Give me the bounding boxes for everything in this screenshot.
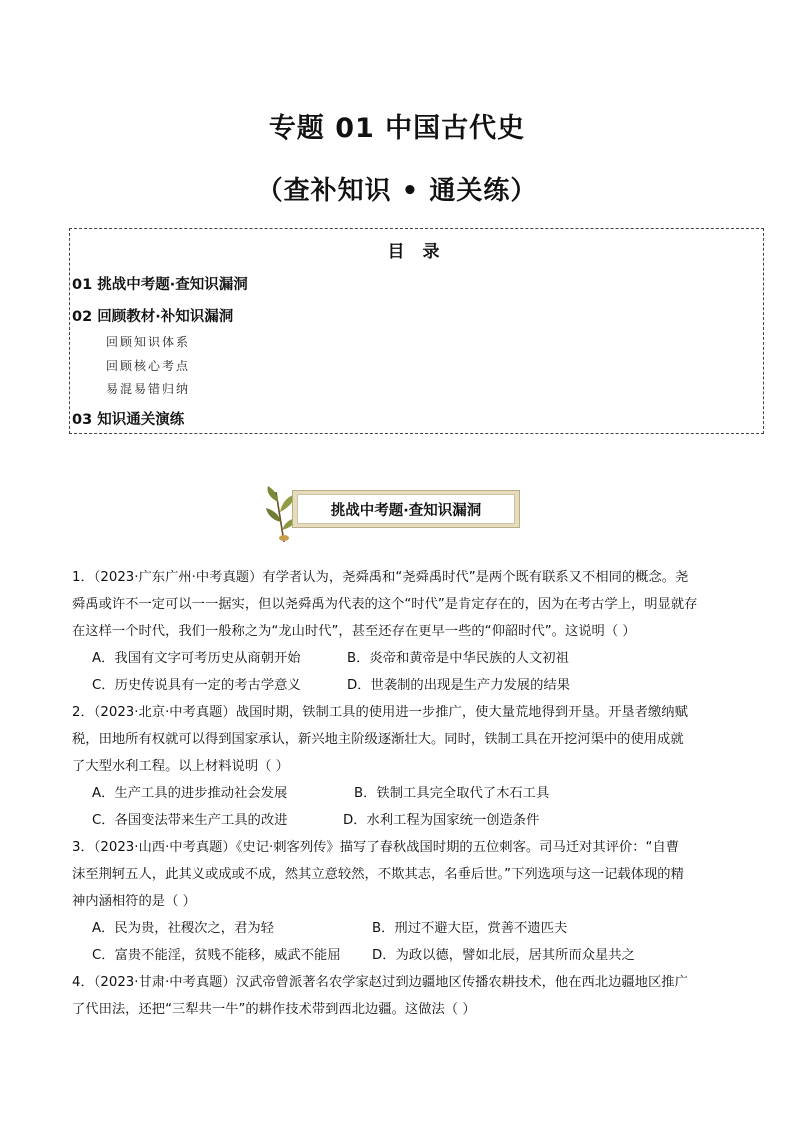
option-c[interactable]: C．历史传说具有一定的考古学意义 <box>92 678 301 693</box>
page-title: 专题 01 中国古代史 <box>268 113 526 144</box>
option-d[interactable]: D．为政以德，譬如北辰，居其所而众星共之 <box>372 948 635 963</box>
page-subtitle: （查补知识 • 通关练） <box>256 176 538 206</box>
question-text-line: 了代田法，还把“三犁共一牛”的耕作技术带到西北边疆。这做法（ ） <box>72 1002 476 1017</box>
question-text-line: 神内涵相符的是（ ） <box>72 894 196 909</box>
option-c[interactable]: C．各国变法带来生产工具的改进 <box>92 813 288 828</box>
question-text-line: 4．（2023·甘肃·中考真题）汉武帝曾派著名农学家赵过到边疆地区传播农耕技术，他在西北边疆地区推广 <box>72 975 688 990</box>
toc-item-02[interactable]: 02 回顾教材·补知识漏洞 <box>72 309 234 325</box>
option-a[interactable]: A．民为贵，社稷次之，君为轻 <box>92 921 274 936</box>
question-text-line: 税，田地所有权就可以得到国家承认，新兴地主阶级逐渐壮大。同时，铁制工具在开挖河渠中的使用成就 <box>72 732 684 747</box>
question-text-line: 3．（2023·山西·中考真题）《史记·刺客列传》描写了春秋战国时期的五位刺客。司马迁对其评价：“自曹 <box>72 840 680 855</box>
section-banner-label: 挑战中考题·查知识漏洞 <box>330 502 482 519</box>
option-d[interactable]: D．世袭制的出现是生产力发展的结果 <box>347 678 570 693</box>
option-b[interactable]: B．炎帝和黄帝是中华民族的人文初祖 <box>347 651 569 666</box>
toc-subitem-knowledge-system[interactable]: 回顾知识体系 <box>106 335 191 349</box>
question-text-line: 在这样一个时代，我们一般称之为“龙山时代”，甚至还存在更早一些的“仰韶时代”。这说明（ ） <box>72 624 636 639</box>
option-c[interactable]: C．富贵不能淫，贫贱不能移，威武不能屈 <box>92 948 341 963</box>
section-banner <box>262 484 524 544</box>
question-text-line: 2．（2023·北京·中考真题）战国时期，铁制工具的使用进一步推广，使大量荒地得到开垦。开垦者缴纳赋 <box>72 705 688 720</box>
toc-item-01[interactable]: 01 挑战中考题·查知识漏洞 <box>72 277 248 293</box>
option-b[interactable]: B．铁制工具完全取代了木石工具 <box>354 786 550 801</box>
question-text-line: 沫至荆轲五人，此其义或成或不成，然其立意较然，不欺其志，名垂后世。”下列选项与这一记载体现的精 <box>72 867 684 882</box>
option-b[interactable]: B．刑过不避大臣，赏善不遗匹夫 <box>372 921 568 936</box>
option-d[interactable]: D．水利工程为国家统一创造条件 <box>343 813 540 828</box>
toc-subitem-core-points[interactable]: 回顾核心考点 <box>106 359 191 373</box>
section-banner-frame <box>292 490 520 528</box>
table-of-contents <box>69 228 764 434</box>
question-text-line: 了大型水利工程。以上材料说明（ ） <box>72 759 289 774</box>
option-a[interactable]: A．生产工具的进步推动社会发展 <box>92 786 288 801</box>
question-text-line: 1．（2023·广东广州·中考真题）有学者认为，尧舜禹和“尧舜禹时代”是两个既有联系又不相同的概念。尧 <box>72 570 689 585</box>
question-text-line: 舜禹或许不一定可以一一据实，但以尧舜禹为代表的这个“时代”是肯定存在的，因为在考古学上，明显就存 <box>72 597 698 612</box>
toc-item-03[interactable]: 03 知识通关演练 <box>72 412 185 428</box>
toc-subitem-error-summary[interactable]: 易混易错归纳 <box>106 382 191 396</box>
toc-heading: 目 录 <box>387 242 446 262</box>
option-a[interactable]: A．我国有文字可考历史从商朝开始 <box>92 651 301 666</box>
